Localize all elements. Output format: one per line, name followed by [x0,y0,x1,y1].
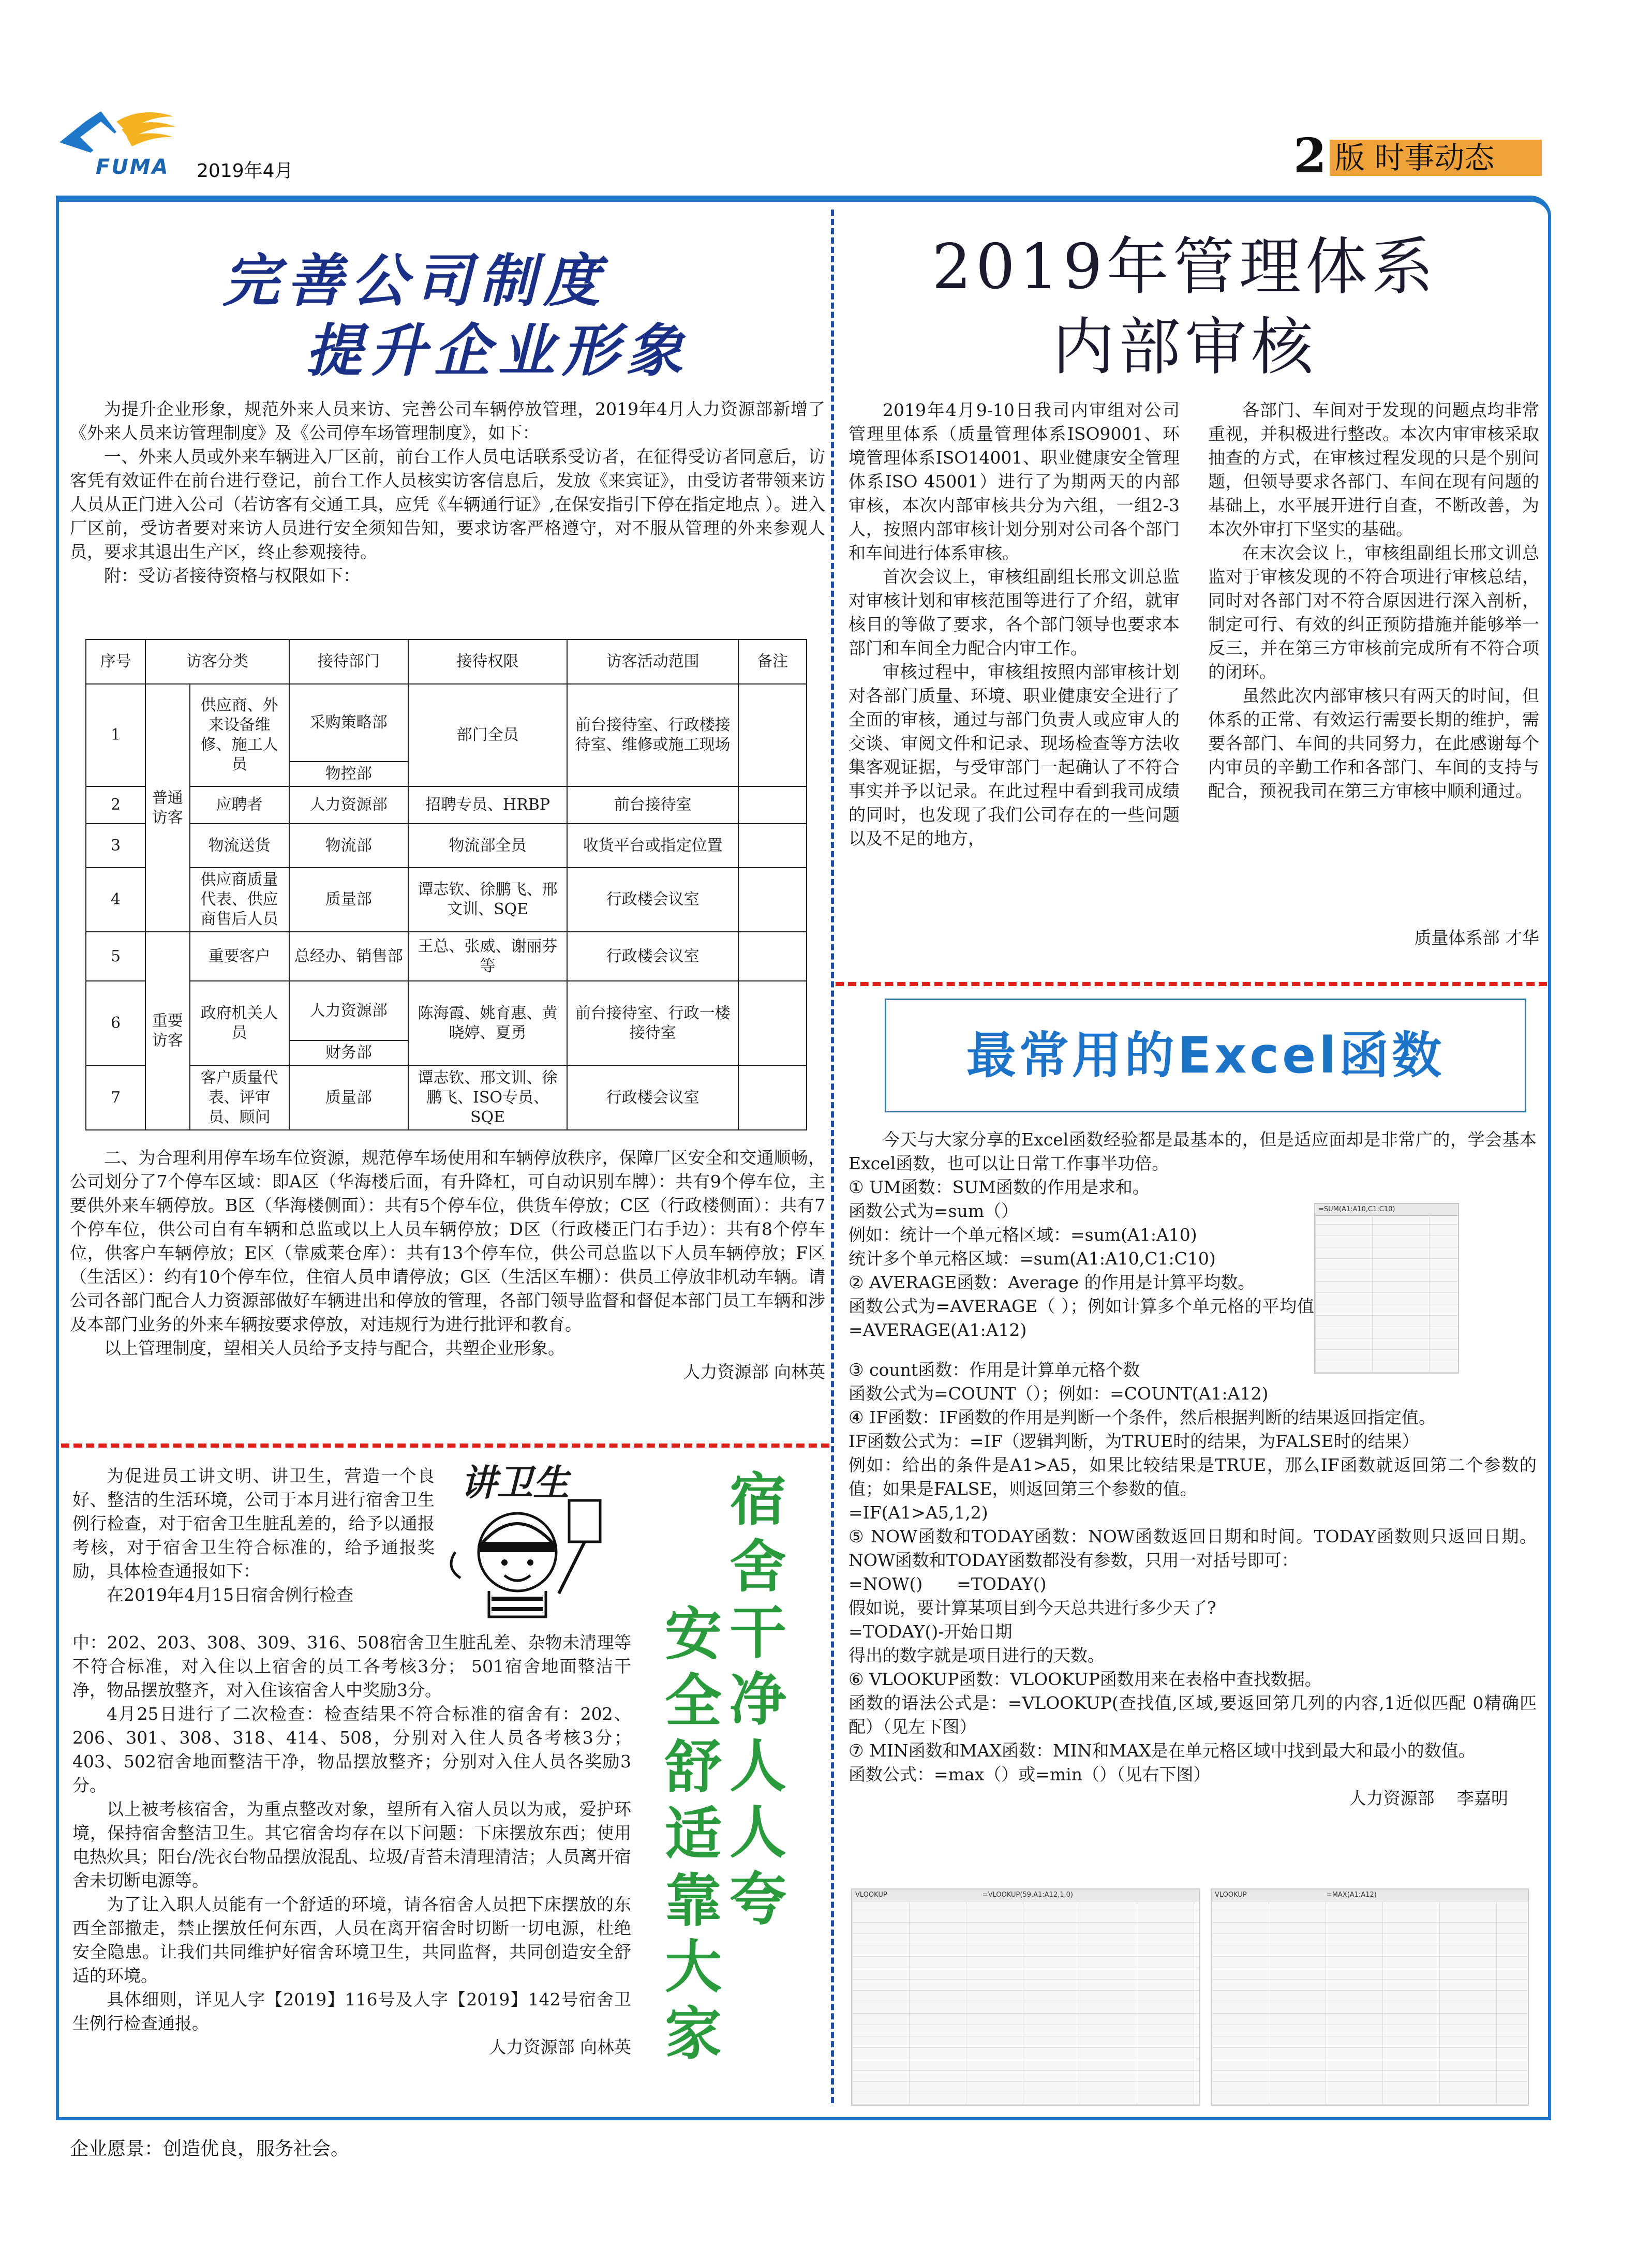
article1-title-line2: 提升企业形象 [305,318,690,384]
name-box: VLOOKUP [855,1891,887,1899]
article2-col1 [849,398,1180,851]
column-divider [831,210,834,2103]
col-header: 接待权限 [408,639,567,684]
visitor-category: 重要客户 [190,932,289,981]
article1-body-top [70,397,825,588]
article1-intro: 为提升企业形象，规范外来人员来访、完善公司车辆停放管理，2019年4月人力资源部新增了《外来人员来访管理制度》及《公司停车场管理制度》，如下： [70,399,825,443]
excel-max-screenshot [1211,1888,1529,2106]
activity-area: 行政楼会议室 [567,1065,738,1130]
excel-line: ③ count函数：作用是计算单元格个数 [849,1360,1140,1380]
excel-vlookup-screenshot [851,1888,1200,2106]
excel-line: 函数公式为=sum（） [849,1201,1019,1221]
remark [738,932,807,981]
reception-scope: 部门全员 [408,684,567,786]
article3-p3: 4月25日进行了二次检查：检查结果不符合标准的宿舍有：202、206、301、308、318、414、508，分别对入住人员各考核3分；403、502宿舍地面整洁干净，物品摆放整齐；分别对入住人员各奖励3分。 [72,1704,631,1795]
row-no: 3 [86,824,145,868]
excel-line: 假如说，要计算某项目到今天总共进行多少天了? [849,1598,1216,1618]
article1-body-bottom [70,1146,825,1384]
visitor-table [85,639,807,1130]
excel-line: 例如：统计一个单元格区域：=sum(A1:A10) [849,1225,1197,1245]
excel-line: =IF(A1>A5,1,2) [849,1502,988,1523]
reception-dept: 物控部 [289,762,408,786]
remark [738,786,807,824]
excel-line: 函数公式为=AVERAGE（ ）；例如计算多个单元格的平均值=AVERAGE(A1:A12) [849,1296,1314,1340]
section-divider-left [61,1443,829,1448]
article1-para1: 一、外来人员或外来车辆进入厂区前，前台工作人员电话联系受访者，在征得受访者同意后，访客凭有效证件在前台进行登记，前台工作人员核实访客信息后，发放《来宾证》，由受访者带领来访人员从正门进入公司（若访客有交通工具，应凭《车辆通行证》,在保安指引下停在指定地点 ）。进入厂区前，受访者要对来访人员进行安全须知告知，要求访客严格遵守，对不服从管理的外来参观人员，要求其退出生产区，终止参观接待。 [70,447,825,562]
excel-line: 函数公式：=max（）或=min（）（见右下图） [849,1764,1211,1784]
article2-col1-p1: 2019年4月9-10日我司内审组对公司管理里体系（质量管理体系ISO9001、环境管理体系ISO14001、职业健康安全管理体系ISO 45001）进行了为期两天的内部审核，本次内部审核共分为六组，一组2-3人，按照内部审核计划分别对公司各个部门和车间进行体系审核。 [849,400,1180,563]
excel-line: 例如：给出的条件是A1>A5，如果比较结果是TRUE，那么IF函数就返回第二个参数的值；如果是FALSE，则返回第三个参数的值。 [849,1455,1537,1499]
reception-scope: 招聘专员、HRBP [408,786,567,824]
row-no: 4 [86,868,145,932]
group-normal: 普通访客 [145,684,190,932]
col-header: 备注 [738,639,807,684]
excel-line: 得出的数字就是项目进行的天数。 [849,1645,1105,1665]
issue-date: 2019年4月 [197,160,293,182]
name-box: VLOOKUP [1215,1891,1247,1899]
hygiene-badge-text: 讲卫生 [460,1462,569,1504]
excel-line: ④ IF函数：IF函数的作用是判断一个条件，然后根据判断的结果返回指定值。 [849,1407,1436,1427]
article2-col2 [1208,398,1539,803]
remark [738,981,807,1065]
activity-area: 前台接待室、行政一楼接待室 [567,981,738,1065]
article1-signature: 人力资源部 向林英 [683,1362,825,1382]
article2-col1-p3: 审核过程中，审核组按照内部审核计划对各部门质量、环境、职业健康安全进行了全面的审核，通过与部门负责人或应审人的交谈、审阅文件和记录、现场检查等方法收集客观证据，与受审部门一起确认了不符合事实并予以记录。在此过程中看到我司成绩的同时，也发现了我们公司存在的一些问题以及不足的地方， [849,662,1180,849]
article2-col2-p2: 在末次会议上，审核组副组长邢文训总监对于审核发现的不符合项进行审核总结，同时对各部门对不符合原因进行深入剖析，制定可行、有效的纠正预防措施并能够举一反三，并在第三方审核前完成所有不符合项的闭环。 [1208,543,1539,682]
article2-col2-p3: 虽然此次内部审核只有两天的时间，但体系的正常、有效运行需要长期的维护，需要各部门、车间的共同努力，在此感谢每个内审员的辛勤工作和各部门、车间的支持与配合，预祝我司在第三方审核中顺利通过。 [1208,686,1539,801]
footer-vision: 企业愿景：创造优良，服务社会。 [70,2138,350,2160]
reception-scope: 王总、张威、谢丽芬等 [408,932,567,981]
remark [738,684,807,786]
excel-line: 函数公式为=COUNT（）；例如：=COUNT(A1:A12) [849,1383,1269,1404]
row-no: 1 [86,684,145,786]
section-divider-right [836,982,1547,986]
activity-area: 前台接待室 [567,786,738,824]
reception-dept: 财务部 [289,1040,408,1065]
group-important: 重要访客 [145,932,190,1130]
remark [738,824,807,868]
article3-p2b: 中：202、203、308、309、316、508宿舍卫生脏乱差、杂物未清理等不符合标准，对入住以上宿舍的员工各考核3分； 501宿舍地面整洁干净，物品摆放整齐，对入住该宿舍人中奖励3分。 [72,1632,631,1700]
article3-body-mid [72,1631,631,2059]
slogan-line1: 宿舍干净人人夸 [730,1466,786,1933]
visitor-category: 客户质量代表、评审员、顾问 [190,1065,289,1130]
excel-line: 函数的语法公式是：=VLOOKUP(查找值,区域,要返回第几列的内容,1近似匹配 0精确匹配）（见左下图） [849,1693,1537,1737]
formula-text: =VLOOKUP(59,A1:A12,1,0) [982,1891,1073,1899]
excel-line: IF函数公式为：=IF（逻辑判断，为TRUE时的结果，为FALSE时的结果） [849,1431,1419,1451]
visitor-category: 政府机关人员 [190,981,289,1065]
formula-text: =MAX(A1:A12) [1326,1891,1377,1899]
excel-line: 统计多个单元格区域：=sum(A1:A10,C1:C10) [849,1248,1216,1269]
page-number: 2 [1293,128,1327,184]
article3-p6: 具体细则，详见人字【2019】116号及人字【2019】142号宿舍卫生例行检查通报。 [72,1989,631,2033]
excel-line: ⑥ VLOOKUP函数：VLOOKUP函数用来在表格中查找数据。 [849,1669,1322,1689]
sheet-grid [852,1901,1199,2105]
slogan-col1 [730,1467,786,1933]
remark [738,868,807,932]
excel-line: ① UM函数：SUM函数的作用是求和。 [849,1177,1150,1197]
reception-dept: 人力资源部 [289,786,408,824]
excel-line: =TODAY()-开始日期 [849,1621,1013,1642]
article3-signature: 人力资源部 向林英 [489,2037,631,2057]
excel-sum-screenshot [1314,1203,1459,1374]
col-header: 接待部门 [289,639,408,684]
table-header-row [86,639,807,684]
reception-dept: 总经办、销售部 [289,932,408,981]
reception-scope: 物流部全员 [408,824,567,868]
remark [738,1065,807,1130]
excel-intro: 今天与大家分享的Excel函数经验都是最基本的，但是适应面却是非常广的，学会基本Excel函数，也可以让日常工作事半功倍。 [849,1129,1537,1173]
excel-line: =NOW() =TODAY() [849,1574,1047,1594]
row-no: 2 [86,786,145,824]
table-row [86,868,807,932]
excel-signature: 人力资源部 李嘉明 [1349,1788,1508,1808]
table-row [86,981,807,1040]
logo-text: FUMA [96,155,170,179]
formula-bar: =SUM(A1:A10,C1:C10) [1315,1204,1458,1216]
activity-area: 行政楼会议室 [567,932,738,981]
article2-title-line1: 2019年管理体系 [932,231,1438,303]
col-header: 序号 [86,639,145,684]
reception-dept: 人力资源部 [289,981,408,1040]
row-no: 5 [86,932,145,981]
article1-title-line1: 完善公司制度 [222,248,607,314]
reception-dept: 采购策略部 [289,684,408,762]
visitor-category: 物流送货 [190,824,289,868]
table-row [86,824,807,868]
visitor-category: 供应商、外来设备维修、施工人员 [190,684,289,786]
formula-bar [1212,1889,1528,1901]
section-title: 版 时事动态 [1330,140,1542,176]
reception-dept: 物流部 [289,824,408,868]
sheet-grid [1315,1215,1458,1373]
article1-para3: 以上管理制度，望相关人员给予支持与配合，共塑企业形象。 [104,1338,565,1358]
article2-col2-p1: 各部门、车间对于发现的问题点均非常重视，并积极进行整改。本次内审审核采取抽查的方式，在审核过程发现的只是个别问题，但领导要求各部门、车间在现有问题的基础上，水平展开进行自查，不断改善，为本次外审打下坚实的基础。 [1208,400,1539,539]
excel-intro-block [849,1128,1537,1175]
reception-scope: 陈海霞、姚育惠、黄晓婷、夏勇 [408,981,567,1065]
activity-area: 行政楼会议室 [567,868,738,932]
col-header: 访客分类 [145,639,289,684]
article3-p1: 为促进员工讲文明、讲卫生，营造一个良好、整洁的生活环境，公司于本月进行宿舍卫生例行检查，对于宿舍卫生脏乱差的，给予以通报考核，对于宿舍卫生符合标准的，给予通报奖励，具体检查通报如下： [72,1466,435,1581]
table-row [86,684,807,762]
visitor-category: 供应商质量代表、供应商售后人员 [190,868,289,932]
reception-dept: 质量部 [289,1065,408,1130]
table-row [86,786,807,824]
excel-line: ⑤ NOW函数和TODAY函数：NOW函数返回日期和时间。TODAY函数则只返回日期。NOW函数和TODAY函数都没有参数，只用一对括号即可： [849,1526,1537,1570]
article2-signature: 质量体系部 才华 [1414,928,1539,948]
excel-line: ⑦ MIN函数和MAX函数：MIN和MAX是在单元格区域中找到最大和最小的数值。 [849,1740,1476,1761]
article3-p4: 以上被考核宿舍，为重点整改对象，望所有入宿人员以为戒，爱护环境，保持宿舍整洁卫生。其它宿舍均存在以下问题：下床摆放东西；使用电热炊具；阳台/洗衣台物品摆放混乱、垃圾/青苔未清理清洁；人员离开宿舍未切断电源等。 [72,1799,631,1891]
table-row [86,932,807,981]
excel-lines-wide [849,1358,1537,1810]
reception-scope: 谭志钦、徐鹏飞、邢文训、SQE [408,868,567,932]
col-header: 访客活动范围 [567,639,738,684]
excel-lines-narrow [849,1175,1314,1342]
article3-p5: 为了让入职人员能有一个舒适的环境，请各宿舍人员把下床摆放的东西全部撤走，禁止摆放任何东西，人员在离开宿舍时切断一切电源，杜绝安全隐患。让我们共同维护好宿舍环境卫生，共同监督，共同创造安全舒适的环境。 [72,1894,631,1986]
article1-para2: 二、为合理利用停车场车位资源，规范停车场使用和车辆停放秩序，保障厂区安全和交通顺畅， 公司划分了7个停车区域：即A区（华海楼后面，有升降杠，可自动识别车牌）：共有9个停车位，主要供外来车辆停放。B区（华海楼侧面）：共有5个停车位，供货车停放；C区（行政楼侧面）：共有7个停车位，供公司自有车辆和总监或以上人员车辆停放；D区（行政楼正门右手边）：共有8个停车位，供客户车辆停放；E区（靠威莱仓库）：共有13个停车位，供公司总监以下人员车辆停放；F区（生活区）：约有10个停车位，住宿人员申请停放；G区（生活区车棚）：供员工停放非机动车辆。请公司各部门配合人力资源部做好车辆进出和停放的管理，各部门领导监督和督促本部门员工车辆和涉及本部门业务的外来车辆按要求停放，对违规行为进行批评和教育。 [70,1148,825,1334]
reception-dept: 质量部 [289,868,408,932]
row-no: 7 [86,1065,145,1130]
row-no: 6 [86,981,145,1065]
slogan-col2 [665,1601,722,2067]
hygiene-cartoon-icon [440,1490,616,1619]
article3-p2a: 在2019年4月15日宿舍例行检查 [107,1585,353,1605]
excel-line: ② AVERAGE函数：Average 的作用是计算平均数。 [849,1272,1255,1292]
table-caption: 附：受访者接待资格与权限如下： [104,566,360,586]
reception-scope: 谭志钦、邢文训、徐鹏飞、ISO专员、SQE [408,1065,567,1130]
activity-area: 收货平台或指定位置 [567,824,738,868]
article2-title-line2: 内部审核 [1052,311,1317,383]
article3-body-top [72,1464,435,1607]
visitor-category: 应聘者 [190,786,289,824]
excel-title: 最常用的Excel函数 [885,999,1526,1112]
formula-bar [852,1889,1199,1901]
sheet-grid [1212,1901,1528,2105]
activity-area: 前台接待室、行政楼接待室、维修或施工现场 [567,684,738,786]
article2-col1-p2: 首次会议上，审核组副组长邢文训总监对审核计划和审核范围等进行了介绍，就审核目的等做了要求，各个部门领导也要求本部门和车间全力配合内审工作。 [849,567,1180,658]
table-row [86,1065,807,1130]
slogan-line2: 安全舒适靠大家 [665,1601,722,2067]
